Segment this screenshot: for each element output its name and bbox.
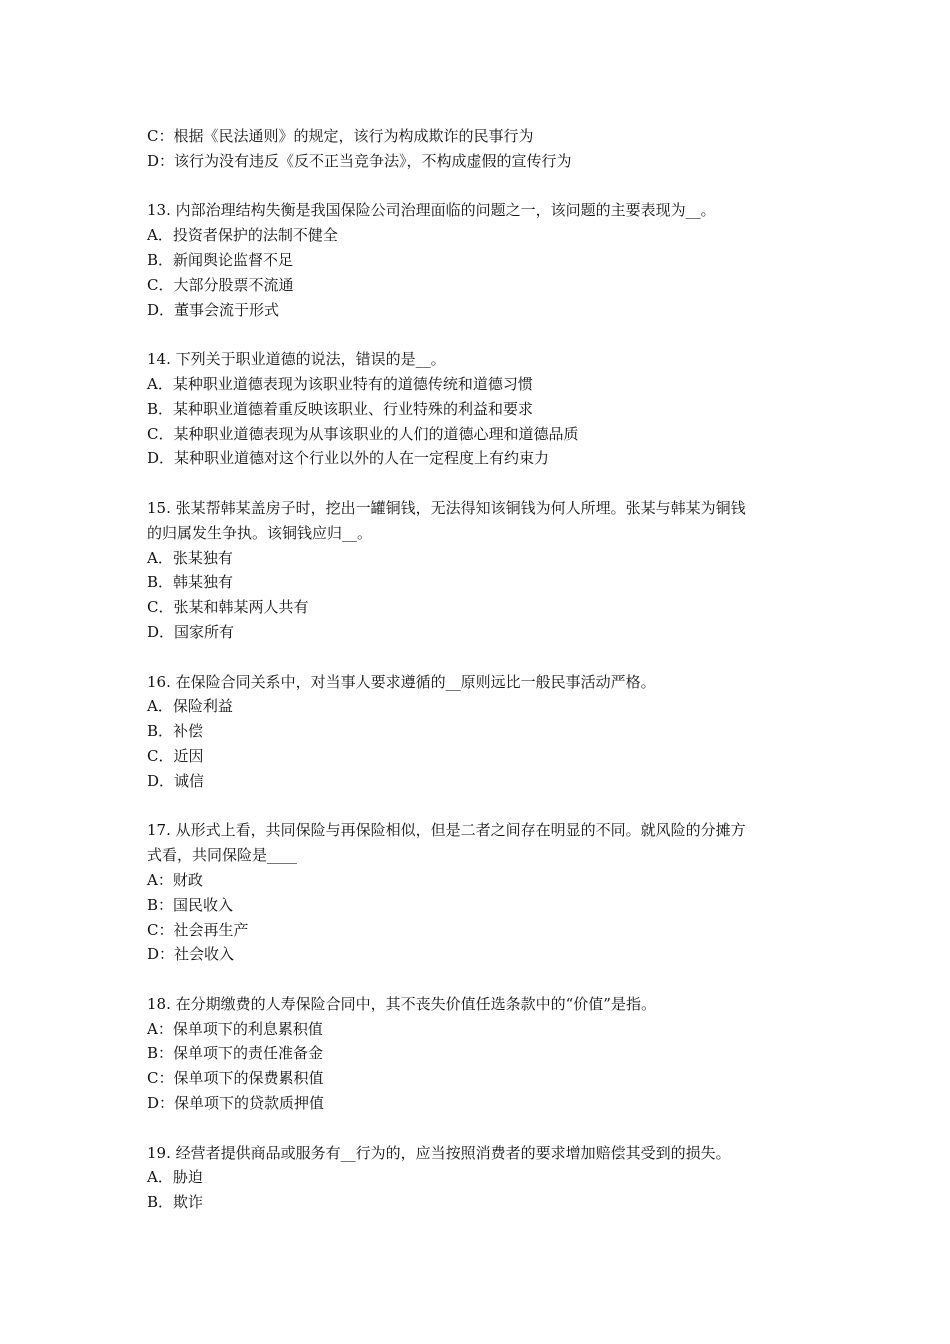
spacer (147, 794, 812, 819)
question-13 (147, 198, 812, 322)
option-line: A．某种职业道德表现为该职业特有的道德传统和道德习惯 (147, 374, 533, 393)
option-line: A．投资者保护的法制不健全 (147, 226, 338, 245)
carryover-options (147, 124, 812, 174)
question-text: 15. 张某帮韩某盖房子时，挖出一罐铜钱，无法得知该铜钱为何人所埋。张某与韩某为铜钱 (147, 498, 746, 517)
option-line: C：保单项下的保费累积值 (147, 1069, 324, 1088)
spacer (147, 174, 812, 199)
option-line: A．张某独有 (147, 548, 233, 567)
question-14 (147, 347, 812, 471)
question-text-continued: 式看，共同保险是____ (147, 846, 298, 865)
option-line: D．某种职业道德对这个行业以外的人在一定程度上有约束力 (147, 449, 550, 468)
option-line: B．新闻舆论监督不足 (147, 250, 294, 269)
option-line: D．国家所有 (147, 622, 235, 641)
question-16 (147, 670, 812, 794)
option-line: C：社会再生产 (147, 920, 249, 939)
spacer (147, 1116, 812, 1141)
option-line: C：根据《民法通则》的规定，该行为构成欺诈的民事行为 (147, 127, 534, 145)
option-line: A．保险利益 (147, 697, 233, 716)
option-line: D：社会收入 (147, 945, 235, 964)
option-line: B．某种职业道德着重反映该职业、行业特殊的利益和要求 (147, 399, 534, 418)
option-line: B．韩某独有 (147, 573, 234, 592)
question-text: 13. 内部治理结构失衡是我国保险公司治理面临的问题之一，该问题的主要表现为__。 (147, 201, 716, 220)
question-text: 19. 经营者提供商品或服务有__行为的，应当按照消费者的要求增加赔偿其受到的损失。 (147, 1143, 731, 1162)
option-line: D．诚信 (147, 771, 205, 790)
question-19 (147, 1141, 812, 1215)
question-text: 14. 下列关于职业道德的说法，错误的是__。 (147, 350, 446, 369)
question-text: 18. 在分期缴费的人寿保险合同中，其不丧失价值任选条款中的“价值”是指。 (147, 994, 656, 1013)
spacer (147, 471, 812, 496)
question-text-continued: 的归属发生争执。该铜钱应归__。 (147, 523, 373, 542)
option-line: B．欺诈 (147, 1193, 204, 1212)
question-text: 17. 从形式上看，共同保险与再保险相似，但是二者之间存在明显的不同。就风险的分摊方 (147, 821, 746, 840)
question-17 (147, 818, 812, 967)
spacer (147, 322, 812, 347)
option-line: B：国民收入 (147, 895, 234, 914)
option-line: A．胁迫 (147, 1168, 203, 1187)
document-page (147, 124, 812, 1215)
option-line: D：该行为没有违反《反不正当竞争法》，不构成虚假的宣传行为 (147, 151, 572, 170)
spacer (147, 645, 812, 670)
option-line: B：保单项下的责任准备金 (147, 1044, 324, 1063)
question-text: 16. 在保险合同关系中，对当事人要求遵循的__原则远比一般民事活动严格。 (147, 672, 656, 691)
option-line: C．近因 (147, 746, 204, 765)
spacer (147, 967, 812, 992)
option-line: C．某种职业道德表现为从事该职业的人们的道德心理和道德品质 (147, 424, 579, 443)
option-line: D．董事会流于形式 (147, 300, 280, 319)
question-18 (147, 992, 812, 1116)
option-line: D：保单项下的贷款质押值 (147, 1094, 325, 1113)
option-line: A：保单项下的利息累积值 (147, 1019, 323, 1038)
question-15 (147, 496, 812, 645)
option-line: C．张某和韩某两人共有 (147, 598, 309, 617)
option-line: C．大部分股票不流通 (147, 275, 294, 294)
option-line: B．补偿 (147, 722, 204, 741)
option-line: A：财政 (147, 870, 203, 889)
